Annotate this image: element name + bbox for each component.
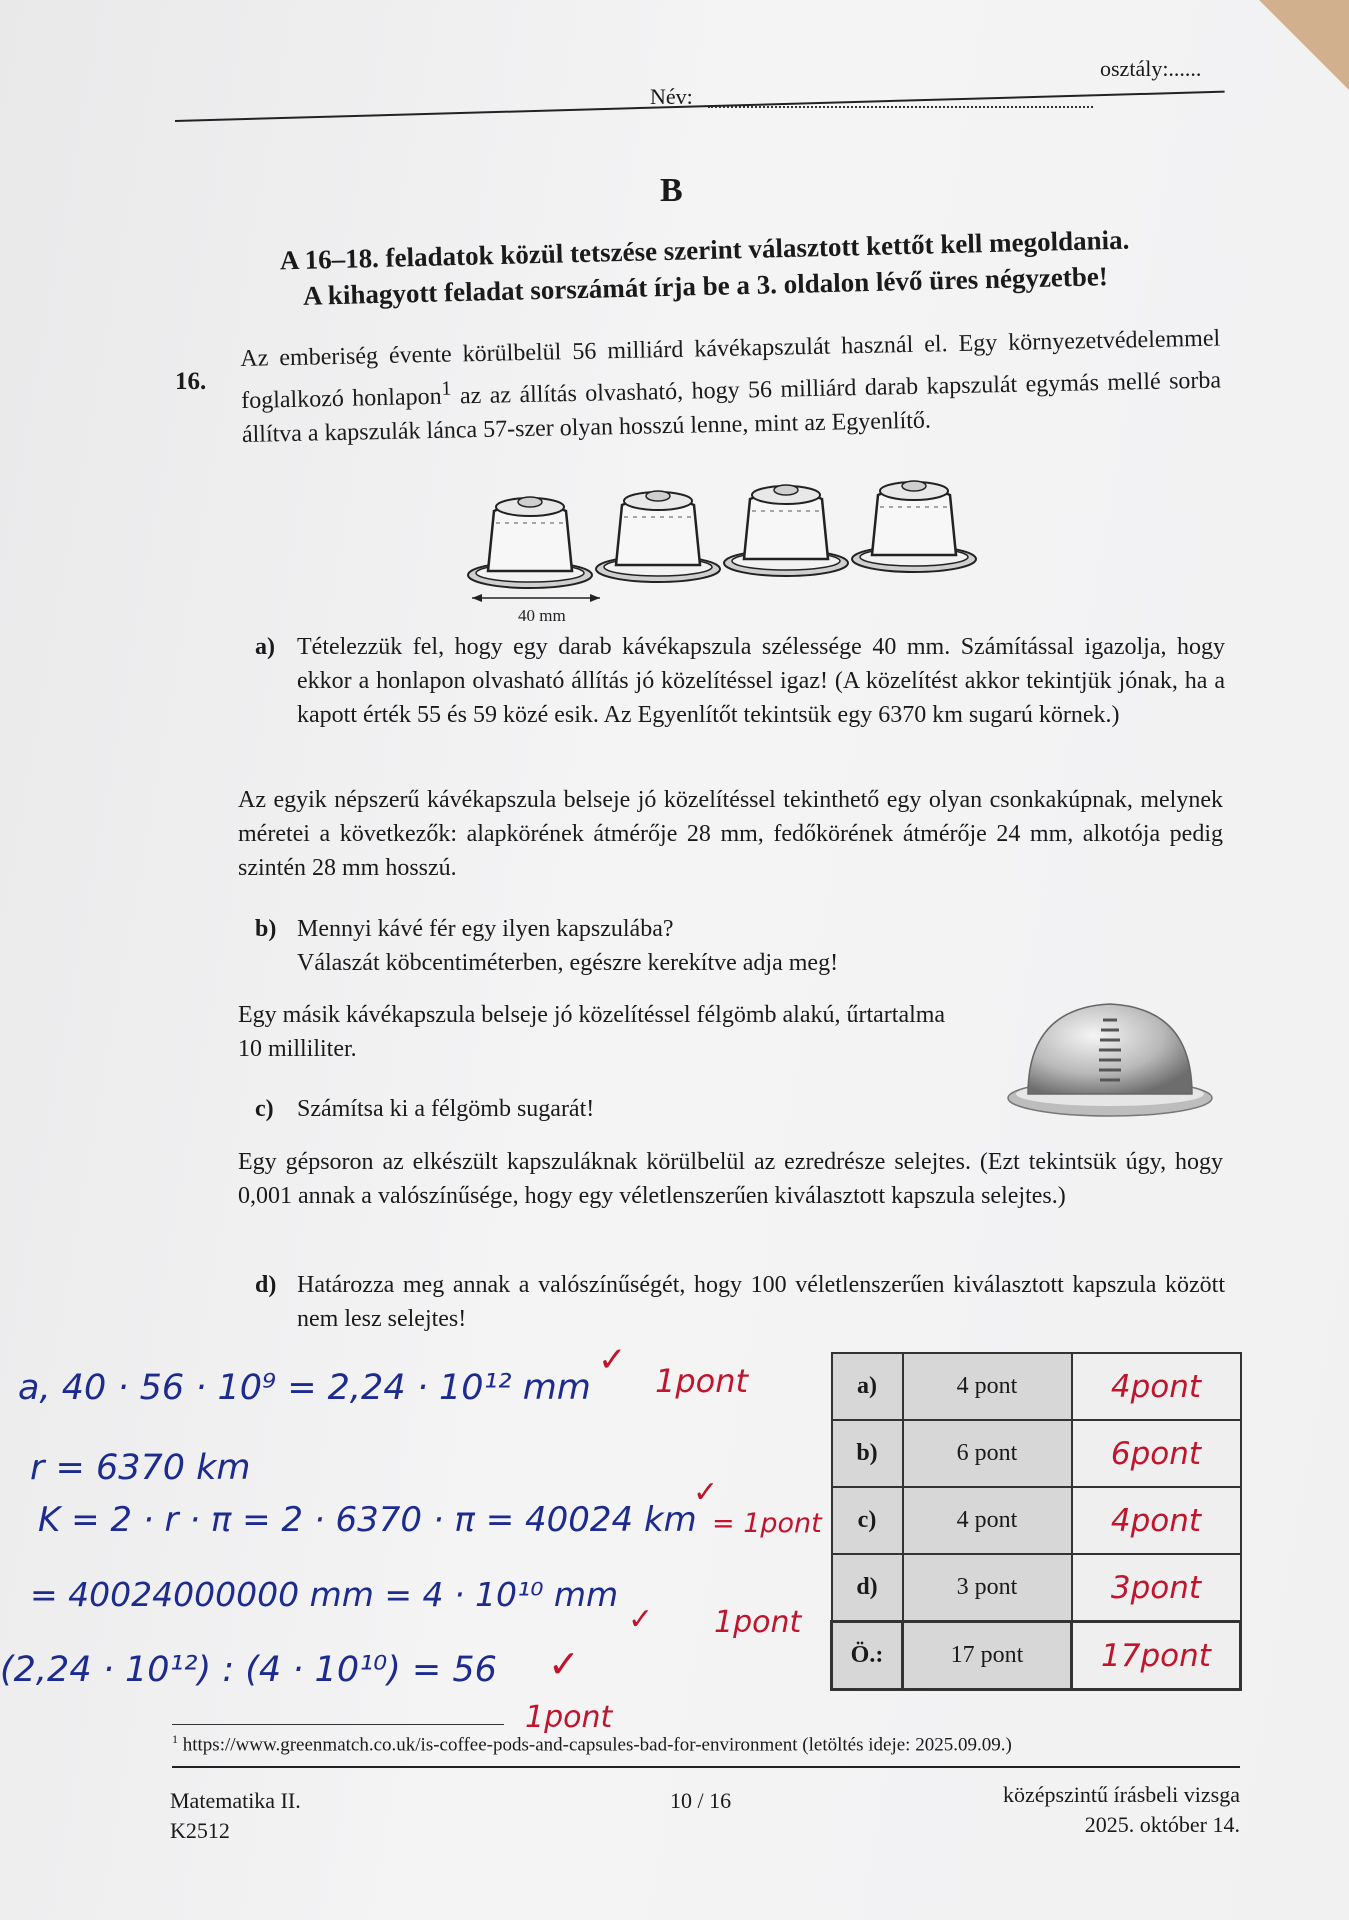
footer-date: 2025. október 14. xyxy=(1084,1812,1240,1837)
score-part-label: Ö.: xyxy=(832,1622,903,1690)
score-row-c xyxy=(832,1487,1241,1554)
score-given: 17pont xyxy=(1072,1622,1241,1690)
instruction-line-2: A kihagyott feladat sorszámát írja be a 3. oldalon lévő üres négyzetbe! xyxy=(302,261,1109,311)
class-label: osztály:...... xyxy=(1100,56,1202,81)
question-b-line-1: Mennyi kávé fér egy ilyen kapszulába? xyxy=(297,916,674,942)
score-max: 4 pont xyxy=(903,1487,1072,1554)
frustum-paragraph: Az egyik népszerű kávékapszula belseje jó közelítéssel tekinthető egy olyan csonkakúpnak, melynek méretei a következők: alapkörének átmérője 28 mm, fedőkörének átmérője 24 mm, alkotója pedig szintén 28 mm hosszú. xyxy=(238,787,1223,881)
footnote-url: https://www.greenmatch.co.uk/is-coffee-pods-and-capsules-bad-for-environment (letöltés ideje: 2025.09.09.) xyxy=(182,1734,1012,1756)
handwriting-line-1: a, 40 · 56 · 10⁹ = 2,24 · 10¹² mm xyxy=(18,1368,591,1408)
score-part-label: a) xyxy=(832,1353,903,1420)
handwriting-mark-1: 1pont xyxy=(655,1362,749,1400)
score-part-label: d) xyxy=(832,1554,903,1622)
footnote-rule xyxy=(172,1724,504,1725)
footer-right xyxy=(900,1780,1240,1840)
question-d-text: Határozza meg annak a valószínűségét, hogy 100 véletlenszerűen kiválasztott kapszula között nem lesz selejtes! xyxy=(297,1272,1225,1332)
footer-subject: Matematika II. xyxy=(170,1788,301,1813)
handwriting-line-3: K = 2 · r · π = 2 · 6370 · π = 40024 km xyxy=(38,1500,697,1540)
intro-text-2: az az állítás olvasható, hogy 56 milliárd darab kapszulát egymás mellé sorba állítva a kapszulák lánca 57-szer olyan hosszú lenne, mint az Egyenlítő. xyxy=(241,367,1222,448)
score-given: 4pont xyxy=(1072,1353,1241,1420)
footnote xyxy=(172,1732,1012,1756)
footnote-number: 1 xyxy=(172,1732,178,1746)
name-label: Név: xyxy=(650,84,693,109)
question-c-label: c) xyxy=(255,1096,274,1122)
capsules-figure xyxy=(460,465,1000,630)
footer-page-number: 10 / 16 xyxy=(670,1788,732,1813)
footer-left xyxy=(170,1786,301,1846)
question-c xyxy=(255,1092,955,1126)
question-b-label: b) xyxy=(255,916,277,942)
question-a-text: Tételezzük fel, hogy egy darab kávékapszula szélessége 40 mm. Számítással igazolja, hogy ekkor a honlapon olvasható állítás jó közelítéssel igaz! (A közelítést akkor tekintjük jónak, ha a kapott érték 55 és 59 közé esik. Az Egyenlítőt tekintsük egy 6370 km sugarú körnek.) xyxy=(297,634,1225,728)
question-b-line-2: Válaszát köbcentiméterben, egészre kerekítve adja meg! xyxy=(297,950,839,976)
score-max: 3 pont xyxy=(903,1554,1072,1622)
handwriting-line-4: = 40024000000 mm = 4 · 10¹⁰ mm xyxy=(30,1575,619,1614)
handwriting-mark-5: 1pont xyxy=(525,1700,613,1735)
score-part-label: b) xyxy=(832,1420,903,1487)
score-max: 6 pont xyxy=(903,1420,1072,1487)
task-number: 16. xyxy=(175,368,207,395)
question-d-label: d) xyxy=(255,1272,277,1298)
handwriting-mark-4: 1pont xyxy=(714,1605,802,1640)
production-line-paragraph: Egy gépsoron az elkészült kapszuláknak körülbelül az ezredrésze selejtes. (Ezt tekintsük úgy, hogy 0,001 annak a valószínűsége, hogy egy véletlenszerűen kiválasztott kapszula selejtes.) xyxy=(238,1149,1223,1209)
check-mark-4: ✓ xyxy=(548,1642,580,1686)
section-letter: B xyxy=(660,172,683,209)
score-given: 3pont xyxy=(1072,1554,1241,1622)
question-d xyxy=(255,1268,1225,1338)
score-row-total xyxy=(832,1622,1241,1690)
question-a xyxy=(255,630,1225,770)
handwriting-line-2: r = 6370 km xyxy=(30,1448,251,1488)
task-intro xyxy=(240,321,1222,451)
hemisphere-capsule-image xyxy=(1000,990,1220,1125)
score-row-b xyxy=(832,1420,1241,1487)
question-c-text: Számítsa ki a félgömb sugarát! xyxy=(297,1096,595,1122)
footnote-ref: 1 xyxy=(441,377,452,400)
handwriting-line-5: (2,24 · 10¹²) : (4 · 10¹⁰) = 56 xyxy=(0,1650,497,1690)
footer-rule xyxy=(172,1766,1240,1768)
score-row-a xyxy=(832,1353,1241,1420)
score-max: 4 pont xyxy=(903,1353,1072,1420)
question-a-label: a) xyxy=(255,634,275,660)
intro-text-1: Az emberiség évente körülbelül 56 milliárd kávékapszulát használ el. Egy környezetvédelemmel foglalkozó honlapon xyxy=(240,325,1221,414)
handwriting-mark-3: = 1pont xyxy=(712,1508,822,1539)
score-given: 4pont xyxy=(1072,1487,1241,1554)
page-corner-shadow xyxy=(1259,0,1349,90)
score-given: 6pont xyxy=(1072,1420,1241,1487)
check-mark-2: ✓ xyxy=(693,1475,719,1510)
score-table xyxy=(830,1352,1242,1691)
footer-exam: középszintű írásbeli vizsga xyxy=(1002,1782,1240,1807)
score-row-d xyxy=(832,1554,1241,1622)
question-b xyxy=(255,912,1225,982)
score-part-label: c) xyxy=(832,1487,903,1554)
hemisphere-paragraph: Egy másik kávékapszula belseje jó közelítéssel félgömb alakú, űrtartalma 10 milliliter. xyxy=(238,1002,946,1062)
footer-code: K2512 xyxy=(170,1818,230,1843)
check-mark-1: ✓ xyxy=(598,1340,627,1380)
score-max: 17 pont xyxy=(903,1622,1072,1690)
instruction-line-1: A 16–18. feladatok közül tetszése szerint választott kettőt kell megoldania. xyxy=(279,224,1130,276)
check-mark-3: ✓ xyxy=(628,1602,654,1637)
question-b-text xyxy=(297,912,1225,980)
capsule-width-label: 40 mm xyxy=(518,606,566,625)
